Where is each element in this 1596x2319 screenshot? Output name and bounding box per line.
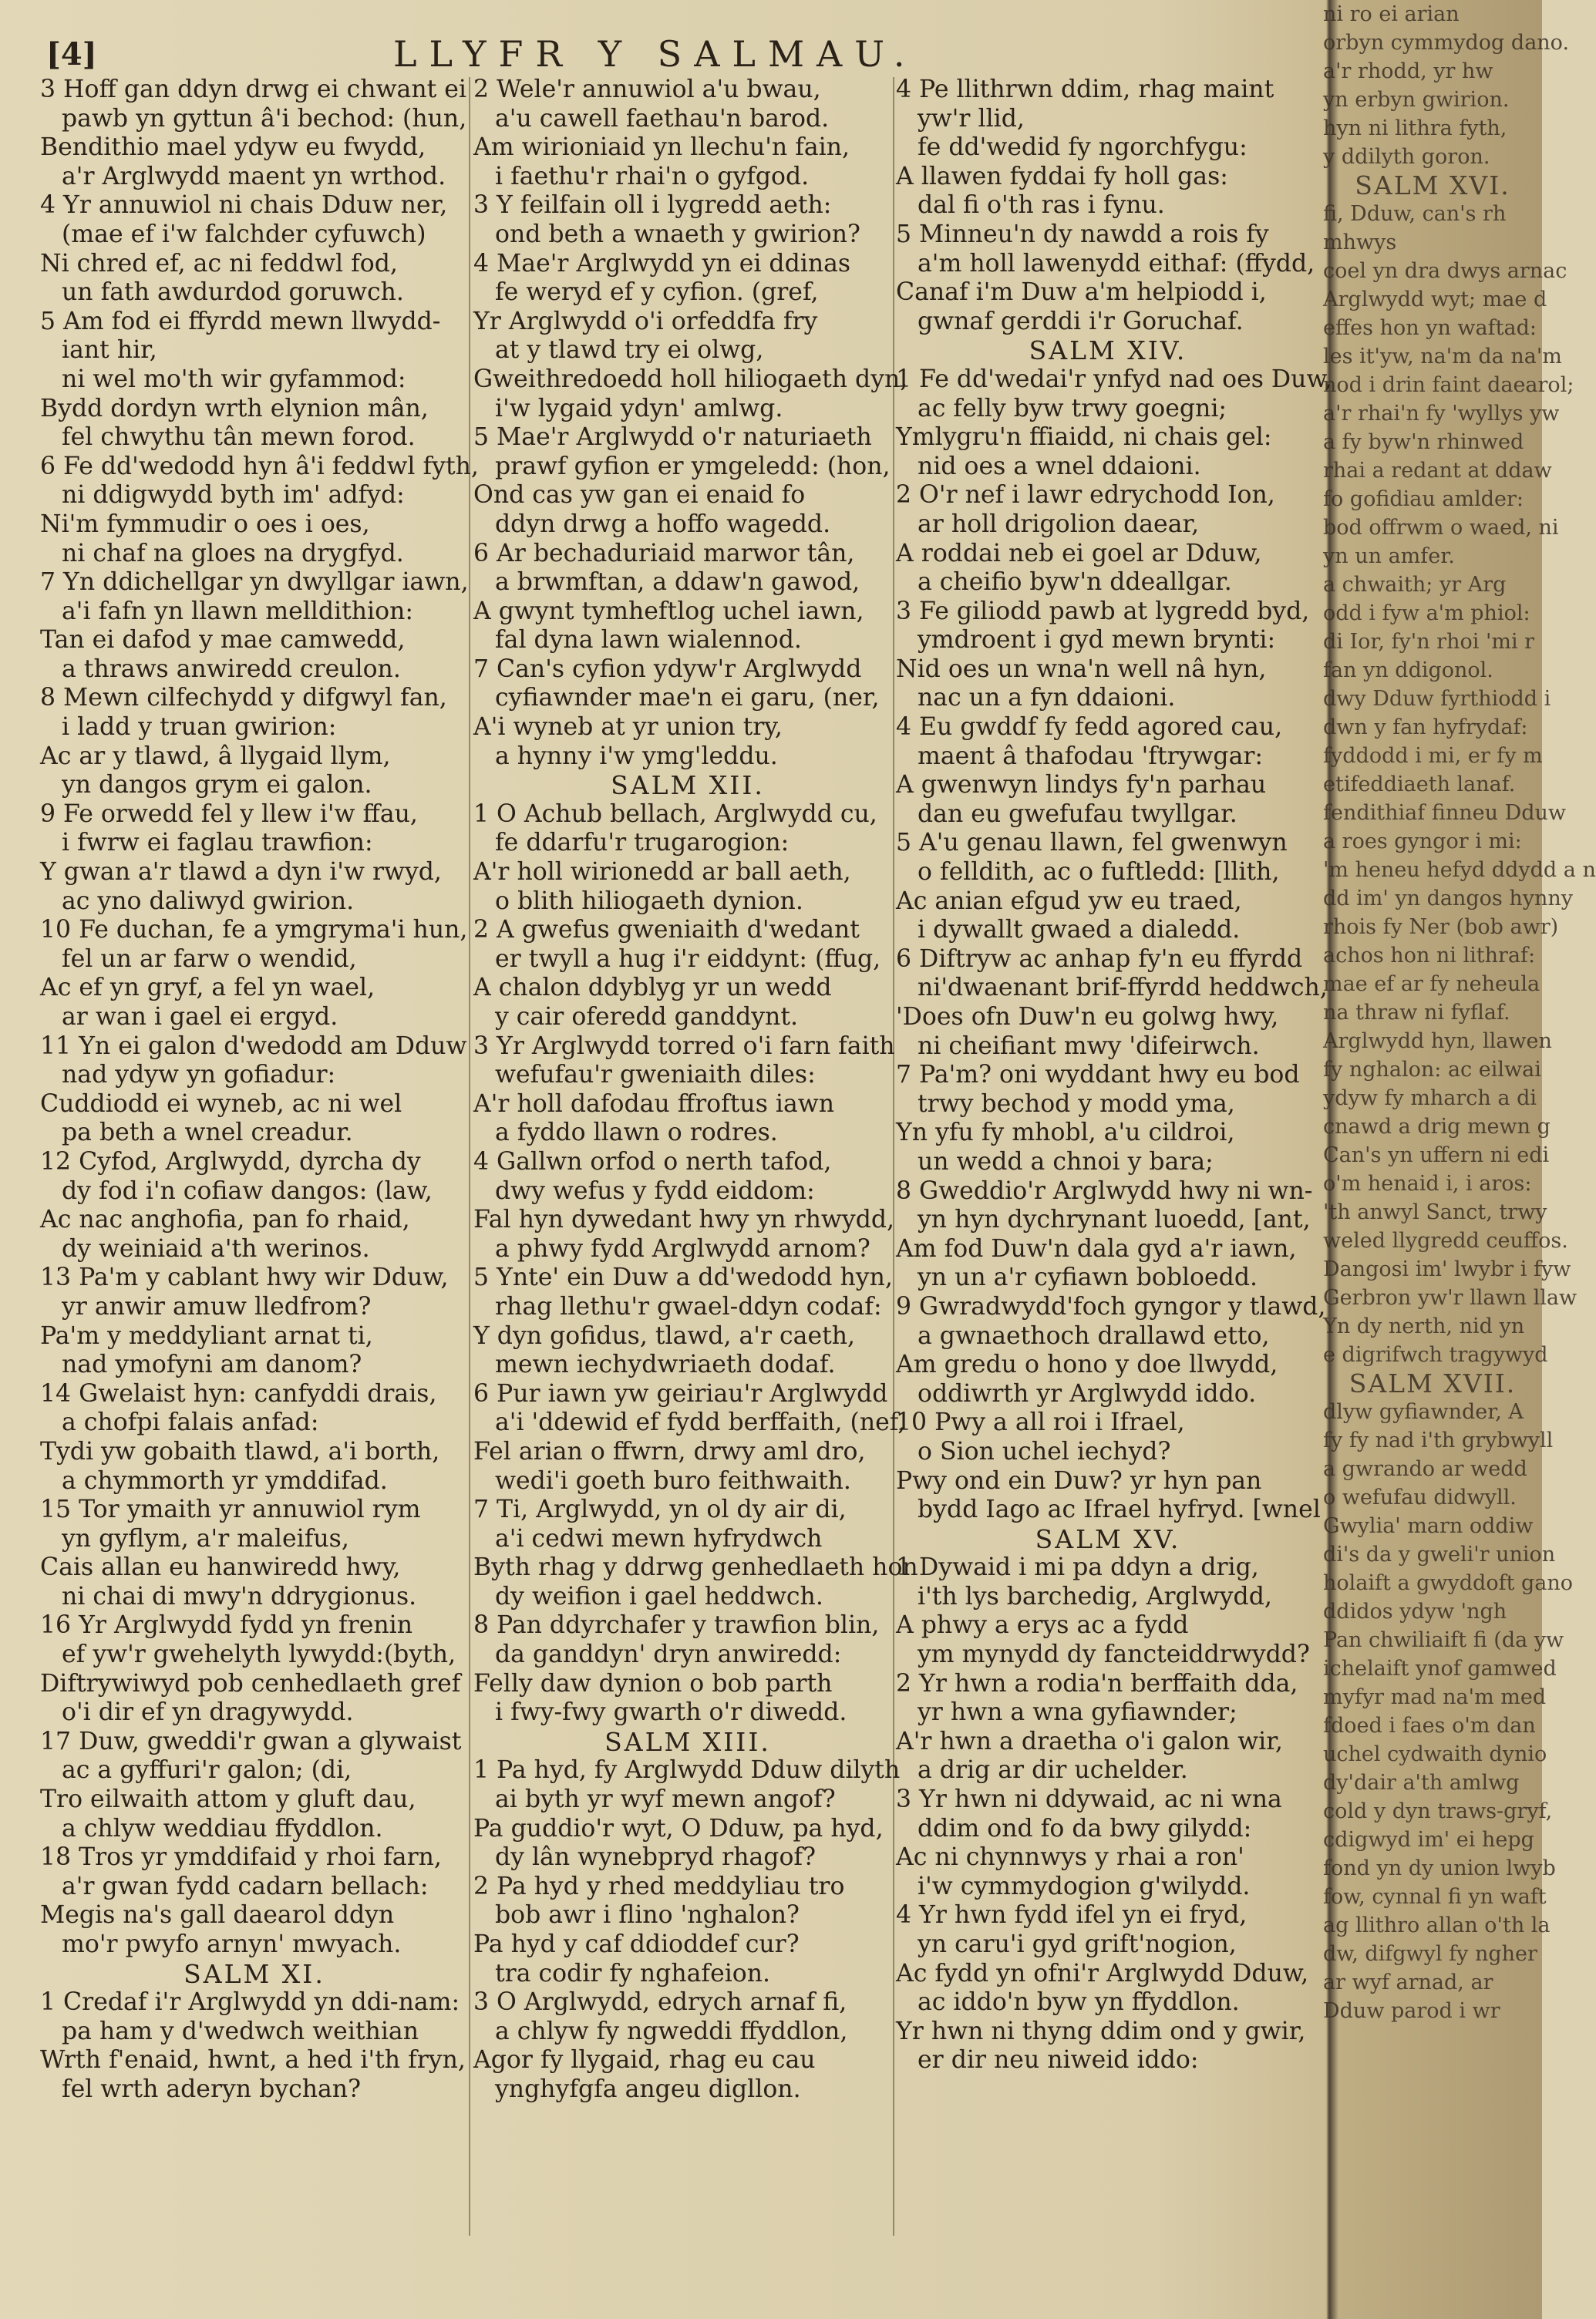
- text-columns: [0, 76, 1332, 2311]
- verse-line: 7 Yn ddichellgar yn dwyllgar iawn,: [40, 568, 469, 597]
- verse-line: fel un ar farw o wendid,: [62, 944, 357, 973]
- verse-line: Dduw parod i wr: [1323, 1999, 1500, 2023]
- verse-line: dan eu gwefufau twyllgar.: [918, 799, 1237, 828]
- verse-line: Tro eilwaith attom y gluft dau,: [40, 1786, 416, 1814]
- verse-line: Yn dy nerth, nid yn: [1323, 1314, 1525, 1338]
- psalm-heading: SALM XI.: [184, 1958, 325, 1989]
- verse-line: A chalon ddyblyg yr un wedd: [473, 974, 832, 1002]
- verse-line: Am fod Duw'n dala gyd a'r iawn,: [896, 1234, 1297, 1263]
- verse-line: 1 Dywaid i mi pa ddyn a drig,: [896, 1553, 1259, 1582]
- verse-line: a fyddo llawn o rodres.: [495, 1119, 778, 1147]
- verse-line: Ac anian efgud yw eu traed,: [896, 887, 1242, 915]
- verse-line: A'r holl dafodau ffroftus iawn: [473, 1089, 834, 1118]
- verse-line: yn gyflym, a'r maleifus,: [62, 1524, 349, 1553]
- verse-line: a gwrando ar wedd: [1323, 1457, 1527, 1481]
- verse-line: A llawen fyddai fy holl gas:: [896, 162, 1228, 190]
- verse-line: ni ro ei arian: [1323, 2, 1460, 26]
- verse-line: fi, Dduw, can's rh: [1323, 202, 1507, 226]
- verse-line: Cais allan eu hanwiredd hwy,: [40, 1553, 401, 1582]
- verse-line: 9 Fe orwedd fel y llew i'w ffau,: [40, 799, 418, 828]
- verse-line: Pa'm y meddyliant arnat ti,: [40, 1321, 373, 1350]
- verse-line: 3 Y feilfain oll i lygredd aeth:: [473, 191, 832, 220]
- verse-line: ag llithro allan o'th la: [1323, 1913, 1551, 1937]
- verse-line: 5 Ynte' ein Duw a dd'wedodd hyn,: [473, 1264, 893, 1292]
- verse-line: (mae ef i'w falchder cyfuwch): [62, 220, 426, 248]
- page-header: [46, 32, 1288, 76]
- verse-line: ni'dwaenant brif-ffyrdd heddwch,: [918, 974, 1328, 1002]
- verse-line: a gwnaethoch drallawd etto,: [918, 1321, 1270, 1350]
- verse-line: ond beth a wnaeth y gwirion?: [495, 220, 860, 248]
- verse-line: 3 Fe giliodd pawb at lygredd byd,: [896, 597, 1310, 625]
- verse-line: Agor fy llygaid, rhag eu cau: [473, 2046, 816, 2075]
- verse-line: 2 Wele'r annuwiol a'u bwau,: [473, 76, 821, 103]
- verse-line: Bendithio mael ydyw eu fwydd,: [40, 133, 426, 162]
- verse-line: a'r rhai'n fy 'wyllys yw: [1323, 402, 1560, 426]
- psalm-heading: SALM XVII.: [1349, 1368, 1517, 1398]
- verse-line: Y dyn gofidus, tlawd, a'r caeth,: [473, 1321, 856, 1350]
- verse-line: pa ham y d'wedwch weithian: [62, 2017, 419, 2045]
- psalm-heading: SALM XII.: [611, 770, 765, 801]
- verse-line: dy weifion i gael heddwch.: [495, 1582, 823, 1611]
- verse-line: Ac ni chynnwys y rhai a ron': [896, 1843, 1244, 1872]
- verse-line: fe ddarfu'r trugarogion:: [495, 829, 790, 857]
- verse-line: un fath awdurdod goruwch.: [62, 278, 404, 307]
- verse-line: ddidos ydyw 'ngh: [1323, 1600, 1507, 1624]
- verse-line: fy fy nad i'th grybwyll: [1323, 1429, 1554, 1452]
- verse-line: ynghyfgfa angeu digllon.: [495, 2075, 801, 2103]
- verse-line: Pwy ond ein Duw? yr hyn pan: [896, 1466, 1262, 1495]
- verse-line: ar wyf arnad, ar: [1323, 1971, 1493, 1994]
- verse-line: 1 Fe dd'wedai'r ynfyd nad oes Duw,: [896, 365, 1332, 393]
- verse-line: ichelaift ynof gamwed: [1323, 1657, 1557, 1681]
- verse-line: ni chai di mwy'n ddrygionus.: [62, 1582, 417, 1611]
- verse-line: fo gofidiau amlder:: [1323, 487, 1524, 511]
- verse-line: 'th anwyl Sanct, trwy: [1323, 1200, 1547, 1224]
- verse-line: wefufau'r gweniaith diles:: [495, 1061, 816, 1089]
- verse-line: bydd Iago ac Ifrael hyfryd. [wnel: [918, 1496, 1321, 1524]
- verse-line: Ni'm fymmudir o oes i oes,: [40, 510, 370, 538]
- verse-line: 6 Diftryw ac anhap fy'n eu ffyrdd: [896, 944, 1303, 973]
- verse-line: a thraws anwiredd creulon.: [62, 655, 401, 683]
- verse-line: a fy byw'n rhinwed: [1323, 430, 1524, 454]
- verse-line: a hynny i'w ymg'leddu.: [495, 742, 778, 770]
- verse-line: 6 Ar bechaduriaid marwor tân,: [473, 539, 855, 567]
- verse-line: Nid oes un wna'n well nâ hyn,: [896, 655, 1267, 683]
- verse-line: a chymmorth yr ymddifad.: [62, 1466, 388, 1495]
- verse-line: y ddilyth goron.: [1323, 145, 1490, 169]
- verse-line: ac yno daliwyd gwirion.: [62, 887, 355, 915]
- verse-line: 6 Fe dd'wedodd hyn â'i feddwl fyth,: [40, 452, 479, 480]
- verse-line: hyn ni lithra fyth,: [1323, 116, 1507, 140]
- psalm-heading: SALM XIV.: [1029, 335, 1187, 366]
- verse-line: 16 Yr Arglwydd fydd yn frenin: [40, 1611, 413, 1640]
- verse-line: fy nghalon: ac eilwai: [1323, 1058, 1541, 1082]
- verse-line: yn hyn dychrynant luoedd, [ant,: [918, 1206, 1311, 1234]
- verse-line: achos hon ni lithraf:: [1323, 944, 1536, 968]
- verse-line: o wefufau didwyll.: [1323, 1486, 1517, 1510]
- verse-line: Y gwan a'r tlawd a dyn i'w rwyd,: [40, 858, 442, 887]
- verse-line: yn caru'i gyd grift'nogion,: [918, 1930, 1237, 1958]
- verse-line: 12 Cyfod, Arglwydd, dyrcha dy: [40, 1147, 421, 1176]
- verse-line: 8 Pan ddyrchafer y trawfion blin,: [473, 1611, 880, 1640]
- verse-line: fendithiaf finneu Dduw: [1323, 801, 1566, 825]
- verse-line: A phwy a erys ac a fydd: [896, 1611, 1189, 1640]
- verse-line: nac un a fyn ddaioni.: [918, 684, 1176, 712]
- verse-line: 5 Am fod ei ffyrdd mewn llwydd-: [40, 307, 441, 335]
- verse-line: Gweithredoedd holl hiliogaeth dyn,: [473, 365, 908, 393]
- verse-line: rhag llethu'r gwael-ddyn codaf:: [495, 1292, 882, 1321]
- verse-line: bod offrwm o waed, ni: [1323, 516, 1559, 540]
- verse-line: yn dangos grym ei galon.: [62, 771, 372, 799]
- verse-line: ydyw fy mharch a di: [1323, 1086, 1537, 1110]
- verse-line: 18 Tros yr ymddifaid y rhoi farn,: [40, 1843, 442, 1872]
- verse-line: Am wirioniaid yn llechu'n fain,: [473, 133, 850, 162]
- verse-line: i'th lys barchedig, Arglwydd,: [918, 1582, 1272, 1611]
- column-2: [473, 76, 918, 2296]
- verse-line: o'm henaid i, i aros:: [1323, 1172, 1532, 1196]
- verse-line: 4 Yr hwn fydd ifel yn ei fryd,: [896, 1901, 1248, 1930]
- verse-line: a roes gyngor i mi:: [1323, 830, 1522, 853]
- verse-line: fal dyna lawn wialennod.: [495, 626, 802, 655]
- verse-line: a'r rhodd, yr hw: [1323, 59, 1493, 83]
- verse-line: effes hon yn waftad:: [1323, 316, 1537, 340]
- verse-line: ymdroent i gyd mewn brynti:: [918, 626, 1276, 655]
- verse-line: holaift a gwyddoft gano: [1323, 1571, 1574, 1595]
- verse-line: 9 Gwradwydd'foch gyngor y tlawd,: [896, 1292, 1326, 1321]
- verse-line: Ac ef yn gryf, a fel yn wael,: [40, 974, 375, 1002]
- verse-line: Pa guddio'r wyt, O Dduw, pa hyd,: [473, 1814, 884, 1843]
- verse-line: wedi'i goeth buro feithwaith.: [495, 1466, 851, 1495]
- verse-line: Dangosi im' lwybr i fyw: [1323, 1257, 1571, 1281]
- verse-line: Ac ar y tlawd, â llygaid llym,: [40, 742, 391, 770]
- verse-line: Ymlygru'n ffiaidd, ni chais gel:: [896, 423, 1272, 452]
- verse-line: fdoed i faes o'm dan: [1323, 1714, 1536, 1738]
- verse-line: nad ymofyni am danom?: [62, 1351, 362, 1379]
- verse-line: fow, cynnal fi yn waft: [1323, 1885, 1547, 1909]
- verse-line: yn un a'r cyfiawn bobloedd.: [918, 1264, 1258, 1292]
- verse-line: 13 Pa'm y cablant hwy wir Dduw,: [40, 1264, 449, 1292]
- verse-line: 4 Yr annuwiol ni chais Dduw ner,: [40, 191, 448, 220]
- page-number: [4]: [46, 35, 97, 72]
- verse-line: a'r gwan fydd cadarn bellach:: [62, 1872, 429, 1900]
- verse-line: A gwenwyn lindys fy'n parhau: [896, 771, 1267, 799]
- verse-line: 10 Fe duchan, fe a ymgryma'i hun,: [40, 916, 468, 944]
- verse-line: a drig ar dir uchelder.: [918, 1756, 1188, 1785]
- verse-line: i faethu'r rhai'n o gyfgod.: [495, 162, 810, 190]
- verse-line: Am gredu o hono y doe llwydd,: [896, 1351, 1278, 1379]
- verse-line: 11 Yn ei galon d'wedodd am Dduw: [40, 1032, 467, 1060]
- verse-line: ni ddigwydd byth im' adfyd:: [62, 481, 405, 510]
- verse-line: dw, difgwyl fy ngher: [1323, 1942, 1537, 1966]
- verse-line: na thraw ni fyflaf.: [1323, 1001, 1510, 1025]
- column-1: [40, 76, 479, 2296]
- verse-line: A roddai neb ei goel ar Dduw,: [896, 539, 1262, 567]
- verse-line: i fwy-fwy gwarth o'r diwedd.: [495, 1698, 847, 1727]
- verse-line: di Ior, fy'n rhoi 'mi r: [1323, 630, 1535, 654]
- verse-line: cyfiawnder mae'n ei garu, (ner,: [495, 684, 880, 712]
- verse-line: e digrifwch tragywyd: [1323, 1343, 1548, 1367]
- verse-line: ar wan i gael ei ergyd.: [62, 1003, 338, 1031]
- verse-line: tra codir fy nghafeion.: [495, 1959, 771, 1987]
- verse-line: dwy wefus y fydd eiddom:: [495, 1176, 815, 1205]
- verse-line: 17 Duw, gweddi'r gwan a glywaist: [40, 1727, 462, 1755]
- verse-line: 7 Pa'm? oni wyddant hwy eu bod: [896, 1061, 1300, 1089]
- verse-line: Arglwydd hyn, llawen: [1323, 1029, 1552, 1053]
- verse-line: Yr Arglwydd o'i orfeddfa fry: [473, 307, 818, 335]
- verse-line: 4 Eu gwddf fy fedd agored cau,: [896, 713, 1283, 742]
- verse-line: trwy bechod y modd yma,: [918, 1089, 1235, 1118]
- verse-line: a'm holl lawenydd eithaf: (ffydd,: [918, 249, 1315, 278]
- verse-line: 'Does ofn Duw'n eu golwg hwy,: [896, 1003, 1279, 1031]
- verse-line: a chofpi falais anfad:: [62, 1409, 319, 1437]
- verse-line: dy fod i'n cofiaw dangos: (law,: [62, 1176, 433, 1205]
- verse-line: Ni chred ef, ac ni feddwl fod,: [40, 249, 398, 278]
- verse-line: nad ydyw yn gofiadur:: [62, 1061, 336, 1089]
- verse-line: da ganddyn' dryn anwiredd:: [495, 1641, 842, 1669]
- verse-line: yn un amfer.: [1323, 544, 1455, 568]
- verse-line: ar holl drigolion daear,: [918, 510, 1200, 538]
- verse-line: 2 A gwefus gweniaith d'wedant: [473, 916, 860, 944]
- verse-line: 2 Pa hyd y rhed meddyliau tro: [473, 1872, 845, 1900]
- verse-line: dwn y fan hyfrydaf:: [1323, 715, 1528, 739]
- verse-line: 1 Credaf i'r Arglwydd yn ddi-nam:: [40, 1988, 460, 2017]
- verse-line: odd i fyw a'm phiol:: [1323, 601, 1530, 625]
- verse-line: at y tlawd try ei olwg,: [495, 336, 764, 365]
- verse-line: ni wel mo'th wir gyfammod:: [62, 365, 406, 393]
- verse-line: ddim ond fo da bwy gilydd:: [918, 1814, 1252, 1843]
- verse-line: fyddodd i mi, er fy m: [1323, 744, 1543, 768]
- verse-line: 7 Ti, Arglwydd, yn ol dy air di,: [473, 1496, 847, 1524]
- verse-line: a chwaith; yr Arg: [1323, 573, 1507, 597]
- verse-line: Diftrywiwyd pob cenhedlaeth gref: [40, 1669, 461, 1698]
- verse-line: un wedd a chnoi y bara;: [918, 1147, 1214, 1176]
- verse-line: 5 Mae'r Arglwydd o'r naturiaeth: [473, 423, 872, 452]
- verse-line: o Sion uchel iechyd?: [918, 1437, 1171, 1466]
- verse-line: 8 Mewn cilfechydd y difgwyl fan,: [40, 684, 447, 712]
- verse-line: A'r hwn a draetha o'i galon wir,: [896, 1727, 1283, 1755]
- verse-line: weled llygredd ceuffos.: [1323, 1229, 1568, 1253]
- verse-line: i fwrw ei faglau trawfion:: [62, 829, 373, 857]
- verse-line: o blith hiliogaeth dynion.: [495, 887, 803, 915]
- verse-line: i'w lygaid ydyn' amlwg.: [495, 394, 783, 422]
- verse-line: nod i drin faint daearol;: [1323, 373, 1574, 397]
- verse-line: 5 A'u genau llawn, fel gwenwyn: [896, 829, 1288, 857]
- verse-line: Yn yfu fy mhobl, a'u cildroi,: [896, 1119, 1235, 1147]
- verse-line: A'i wyneb at yr union try,: [473, 713, 783, 742]
- verse-line: cold y dyn traws-gryf,: [1323, 1799, 1553, 1823]
- verse-line: cnawd a drig mewn g: [1323, 1115, 1551, 1139]
- verse-line: 10 Pwy a all roi i Ifrael,: [896, 1409, 1185, 1437]
- verse-line: 7 Can's cyfion ydyw'r Arglwydd: [473, 655, 862, 683]
- verse-line: rhai a redant at ddaw: [1323, 459, 1552, 483]
- verse-line: Fel arian o ffwrn, drwy aml dro,: [473, 1437, 866, 1466]
- verse-line: 8 Gweddio'r Arglwydd hwy ni wn-: [896, 1176, 1313, 1205]
- verse-line: Byth rhag y ddrwg genhedlaeth hon: [473, 1553, 918, 1582]
- verse-line: gwnaf gerddi i'r Goruchaf.: [918, 307, 1244, 335]
- verse-line: 3 Yr Arglwydd torred o'i farn faith: [473, 1032, 895, 1060]
- verse-line: rhois fy Ner (bob awr): [1323, 915, 1559, 939]
- verse-line: 1 O Achub bellach, Arglwydd cu,: [473, 799, 877, 828]
- verse-line: a cheifio byw'n ddeallgar.: [918, 568, 1232, 597]
- verse-line: Pa hyd y caf ddioddef cur?: [473, 1930, 800, 1958]
- verse-line: bob awr i flino 'nghalon?: [495, 1901, 800, 1930]
- verse-line: fel wrth aderyn bychan?: [62, 2075, 361, 2103]
- verse-line: ai byth yr wyf mewn angof?: [495, 1786, 836, 1814]
- verse-line: mewn iechydwriaeth dodaf.: [495, 1351, 836, 1379]
- verse-line: yr hwn a wna gyfiawnder;: [918, 1698, 1237, 1727]
- verse-line: dwy Dduw fyrthiodd i: [1323, 687, 1551, 711]
- verse-line: 4 Gallwn orfod o nerth tafod,: [473, 1147, 832, 1176]
- column-3: [896, 76, 1332, 2296]
- verse-line: Gerbron yw'r llawn llaw: [1323, 1286, 1577, 1310]
- verse-line: oddiwrth yr Arglwydd iddo.: [918, 1379, 1257, 1408]
- verse-line: Arglwydd wyt; mae d: [1323, 288, 1547, 311]
- verse-line: fond yn dy union lwyb: [1323, 1856, 1556, 1880]
- verse-line: A'r holl wirionedd ar ball aeth,: [473, 858, 851, 887]
- verse-line: a chlyw weddiau ffyddlon.: [62, 1814, 383, 1843]
- verse-line: fe dd'wedid fy ngorchfygu:: [918, 133, 1248, 162]
- verse-line: iant hir,: [62, 336, 157, 365]
- verse-line: ac iddo'n byw yn ffyddlon.: [918, 1988, 1240, 2017]
- verse-line: mae ef ar fy neheula: [1323, 972, 1540, 996]
- verse-line: dy weiniaid a'th werinos.: [62, 1234, 370, 1263]
- verse-line: i'w cymmydogion g'wilydd.: [918, 1872, 1251, 1900]
- verse-line: 14 Gwelaist hyn: canfyddi drais,: [40, 1379, 437, 1408]
- verse-line: yw'r llid,: [918, 104, 1025, 133]
- psalm-heading: SALM XV.: [1035, 1523, 1181, 1554]
- verse-line: 'm heneu hefyd ddydd a n: [1323, 858, 1596, 882]
- verse-line: Megis na's gall daearol ddyn: [40, 1901, 395, 1930]
- verse-line: a'r Arglwydd maent yn wrthod.: [62, 162, 446, 190]
- verse-line: o'i dir ef yn dragywydd.: [62, 1698, 354, 1727]
- verse-line: Canaf i'm Duw a'm helpiodd i,: [896, 278, 1267, 307]
- verse-line: yr anwir amuw lledfrom?: [62, 1292, 372, 1321]
- verse-line: Gwylia' marn oddiw: [1323, 1514, 1534, 1538]
- verse-line: 1 Pa hyd, fy Arglwydd Dduw dilyth: [473, 1756, 901, 1785]
- verse-line: i ladd y truan gwirion:: [62, 713, 337, 742]
- verse-line: 3 O Arglwydd, edrych arnaf fi,: [473, 1988, 847, 2017]
- verse-line: 4 Mae'r Arglwydd yn ei ddinas: [473, 249, 851, 278]
- verse-line: a chlyw fy ngweddi ffyddlon,: [495, 2017, 848, 2045]
- verse-line: 3 Yr hwn ni ddywaid, ac ni wna: [896, 1786, 1282, 1814]
- verse-line: orbyn cymmydog dano.: [1323, 31, 1570, 55]
- verse-line: a'i 'ddewid ef fydd berffaith, (nef,: [495, 1409, 906, 1437]
- verse-line: Tydi yw gobaith tlawd, a'i borth,: [40, 1437, 440, 1466]
- verse-line: Can's yn uffern ni edi: [1323, 1143, 1550, 1167]
- verse-line: fan yn ddigonol.: [1323, 658, 1493, 682]
- verse-line: ni chaf na gloes na drygfyd.: [62, 539, 404, 567]
- verse-line: y cair oferedd ganddynt.: [495, 1003, 798, 1031]
- verse-line: pa beth a wnel creadur.: [62, 1119, 353, 1147]
- verse-line: pawb yn gyttun â'i bechod: (hun,: [62, 104, 467, 133]
- verse-line: er twyll a hug i'r eiddynt: (ffug,: [495, 944, 881, 973]
- verse-line: 3 Hoff gan ddyn drwg ei chwant ei: [40, 76, 466, 103]
- running-title: LLYFR Y SALMAU.: [393, 33, 918, 75]
- verse-line: prawf gyfion er ymgeledd: (hon,: [495, 452, 891, 480]
- verse-line: di's da y gweli'r union: [1323, 1543, 1556, 1567]
- verse-line: a'i cedwi mewn hyfrydwch: [495, 1524, 823, 1553]
- verse-line: maent â thafodau 'ftrywgar:: [918, 742, 1264, 770]
- verse-line: A gwynt tymheftlog uchel iawn,: [473, 597, 864, 625]
- verse-line: i dywallt gwaed a dialedd.: [918, 916, 1241, 944]
- verse-line: Ac fydd yn ofni'r Arglwydd Dduw,: [896, 1959, 1309, 1987]
- verse-line: 2 Yr hwn a rodia'n berffaith dda,: [896, 1669, 1298, 1698]
- verse-line: 6 Pur iawn yw geiriau'r Arglwydd: [473, 1379, 888, 1408]
- psalm-heading: SALM XVI.: [1355, 170, 1510, 200]
- verse-line: Wrth f'enaid, hwnt, a hed i'th fryn,: [40, 2046, 466, 2075]
- verse-line: 4 Pe llithrwn ddim, rhag maint: [896, 76, 1274, 103]
- verse-line: 2 O'r nef i lawr edrychodd Ion,: [896, 481, 1275, 510]
- verse-line: Tan ei dafod y mae camwedd,: [40, 626, 406, 655]
- verse-line: mo'r pwyfo arnyn' mwyach.: [62, 1930, 402, 1958]
- verse-line: coel yn dra dwys arnac: [1323, 259, 1567, 283]
- verse-line: a'i fafn yn llawn melldithion:: [62, 597, 413, 625]
- verse-line: fel chwythu tân mewn forod.: [62, 423, 416, 452]
- verse-line: ac a gyffuri'r galon; (di,: [62, 1756, 352, 1785]
- verse-line: Cuddiodd ei wyneb, ac ni wel: [40, 1089, 402, 1118]
- verse-line: er dir neu niweid iddo:: [918, 2046, 1199, 2075]
- verse-line: ef yw'r gwehelyth lywydd:(byth,: [62, 1641, 456, 1669]
- verse-line: dal fi o'th ras i fynu.: [918, 191, 1165, 220]
- verse-line: dlyw gyfiawnder, A: [1323, 1400, 1524, 1424]
- verse-line: myfyr mad na'm med: [1323, 1685, 1547, 1709]
- psalm-heading: SALM XIII.: [604, 1726, 771, 1757]
- verse-line: o felldith, ac o fuftledd: [llith,: [918, 858, 1280, 887]
- verse-line: cdigwyd im' ei hepg: [1323, 1828, 1534, 1852]
- verse-line: dy'dair a'th amlwg: [1323, 1771, 1520, 1795]
- verse-line: nid oes a wnel ddaioni.: [918, 452, 1201, 480]
- verse-line: Yr hwn ni thyng ddim ond y gwir,: [896, 2017, 1306, 2045]
- verse-line: les it'yw, na'm da na'm: [1323, 345, 1562, 369]
- verse-line: Ac nac anghofia, pan fo rhaid,: [40, 1206, 410, 1234]
- verse-line: a brwmftan, a ddaw'n gawod,: [495, 568, 860, 597]
- verse-line: Bydd dordyn wrth elynion mân,: [40, 394, 429, 422]
- verse-line: etifeddiaeth lanaf.: [1323, 772, 1516, 796]
- verse-line: ac felly byw trwy goegni;: [918, 394, 1227, 422]
- verse-line: ddyn drwg a hoffo wagedd.: [495, 510, 831, 538]
- verse-line: ni cheifiant mwy 'difeirwch.: [918, 1032, 1260, 1060]
- verse-line: Pan chwiliaift fi (da yw: [1323, 1628, 1564, 1652]
- verse-line: mhwys: [1323, 231, 1397, 254]
- verse-line: a'u cawell faethau'n barod.: [495, 104, 830, 133]
- verse-line: yn erbyn gwirion.: [1323, 88, 1510, 112]
- verse-line: uchel cydwaith dynio: [1323, 1742, 1547, 1766]
- verse-line: 5 Minneu'n dy nawdd a rois fy: [896, 220, 1269, 248]
- verse-line: Felly daw dynion o bob parth: [473, 1669, 833, 1698]
- verse-line: fe weryd ef y cyfion. (gref,: [495, 278, 819, 307]
- verse-line: dy lân wynebpryd rhagof?: [495, 1843, 816, 1872]
- verse-line: 15 Tor ymaith yr annuwiol rym: [40, 1496, 421, 1524]
- verse-line: a phwy fydd Arglwydd arnom?: [495, 1234, 870, 1263]
- verse-line: Ond cas yw gan ei enaid fo: [473, 481, 806, 510]
- verse-line: ym mynydd dy fancteiddrwydd?: [918, 1641, 1310, 1669]
- verse-line: Fal hyn dywedant hwy yn rhwydd,: [473, 1206, 895, 1234]
- facing-page-text: [1323, 0, 1596, 2319]
- verse-line: dd im' yn dangos hynny: [1323, 887, 1574, 910]
